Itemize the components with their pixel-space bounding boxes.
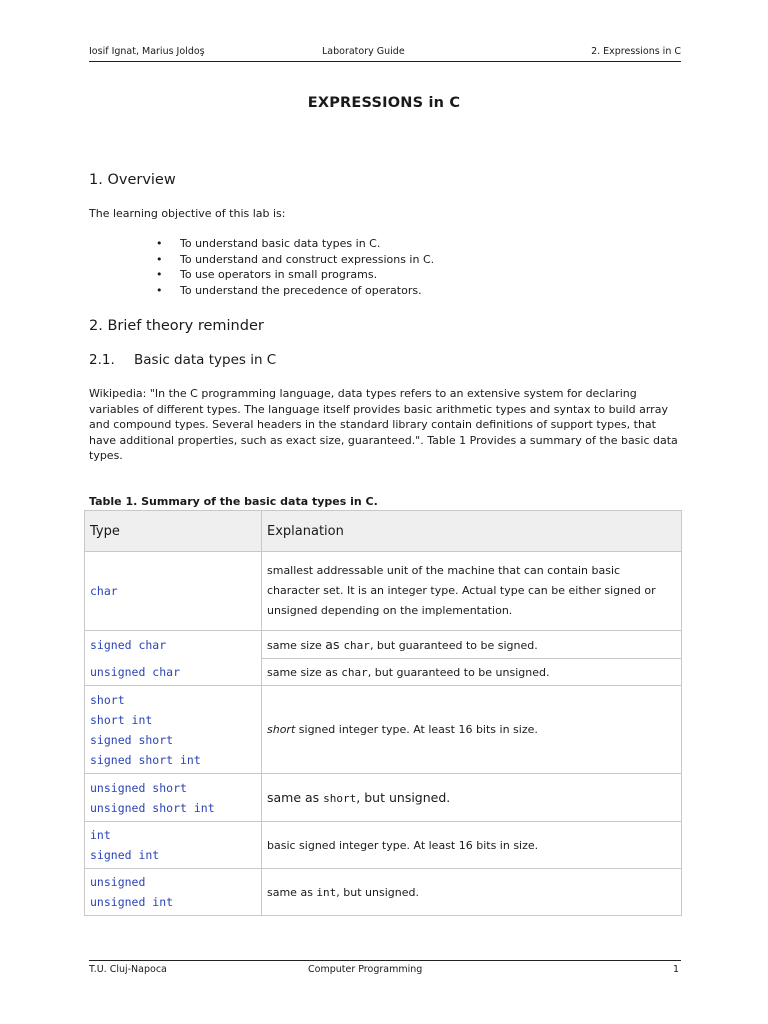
subsection-heading: Basic data types in C xyxy=(134,352,277,368)
header-guide: Laboratory Guide xyxy=(322,46,405,57)
list-item: • To understand basic data types in C. xyxy=(156,237,381,250)
explanation-cell: same size as char, but guaranteed to be signed. xyxy=(262,631,682,659)
type-cell: unsigned int xyxy=(90,895,174,909)
type-cell: signed int xyxy=(90,848,160,862)
explanation-cell: same as int, but unsigned. xyxy=(262,869,682,916)
table-row xyxy=(85,869,682,916)
type-cell: unsigned short xyxy=(90,780,187,795)
bullet: • xyxy=(156,252,163,266)
header-rule xyxy=(89,61,681,62)
list-item: • To understand the precedence of operators. xyxy=(156,284,422,298)
type-cell: int xyxy=(90,828,111,842)
type-cell: unsigned char xyxy=(90,664,181,679)
objectives-list xyxy=(156,236,434,299)
subsection-number: 2.1. xyxy=(89,352,115,368)
explanation-cell: short signed integer type. At least 16 bits in size. xyxy=(262,686,682,774)
table-row xyxy=(85,631,682,659)
overview-intro: The learning objective of this lab is: xyxy=(89,207,286,220)
theory-paragraph: Wikipedia: "In the C programming language, data types refers to an extensive system for declaring variables of different types. The language itself provides basic arithmetic types and syntax to build array and compound types. Several headers in the standard library contain definitions of support types, that have additional properties, such as exact size, guaranteed.". Table 1 Provides a summary of the basic data types. xyxy=(89,387,678,462)
explanation-cell: same as short, but unsigned. xyxy=(262,774,682,822)
list-item: • To understand and construct expressions in C. xyxy=(156,252,435,266)
table-row xyxy=(85,686,682,774)
footer-course: Computer Programming xyxy=(308,964,423,975)
type-cell: char xyxy=(90,584,118,598)
table-row xyxy=(85,774,682,822)
type-cell: signed short xyxy=(90,732,174,747)
table-row xyxy=(85,552,682,631)
column-header-explanation: Explanation xyxy=(262,511,682,552)
overview-heading: 1. Overview xyxy=(89,172,176,188)
header-authors: Iosif Ignat, Marius Joldoş xyxy=(89,46,205,57)
type-cell: signed char xyxy=(90,637,167,652)
bullet: • xyxy=(156,268,163,282)
table-row xyxy=(85,822,682,869)
column-header-type: Type xyxy=(85,511,262,552)
header-chapter: 2. Expressions in C xyxy=(591,46,681,57)
explanation-cell: basic signed integer type. At least 16 bits in size. xyxy=(262,822,682,869)
table-header-row xyxy=(85,511,682,552)
table-row xyxy=(85,659,682,686)
page-number: 1 xyxy=(672,964,679,975)
type-cell: signed short int xyxy=(90,752,201,767)
footer-university: T.U. Cluj-Napoca xyxy=(89,964,167,975)
explanation-cell: smallest addressable unit of the machine that can contain basic character set. It is an integer type. Actual type can be either signed or unsigned depending on the implementation. xyxy=(262,552,682,631)
type-cell: short xyxy=(90,692,125,707)
theory-heading: 2. Brief theory reminder xyxy=(89,318,264,334)
bullet: • xyxy=(156,284,163,298)
type-cell: unsigned short int xyxy=(90,800,215,815)
footer-rule xyxy=(89,960,681,961)
type-cell: short int xyxy=(90,712,153,727)
list-item: • To use operators in small programs. xyxy=(156,268,378,282)
type-cell: unsigned xyxy=(90,875,146,889)
table-caption: Table 1. Summary of the basic data types in C. xyxy=(89,495,378,508)
explanation-cell: same size as char, but guaranteed to be unsigned. xyxy=(262,659,682,686)
data-types-table xyxy=(84,510,682,916)
page-title: EXPRESSIONS in C xyxy=(307,95,461,111)
bullet: • xyxy=(156,237,163,250)
